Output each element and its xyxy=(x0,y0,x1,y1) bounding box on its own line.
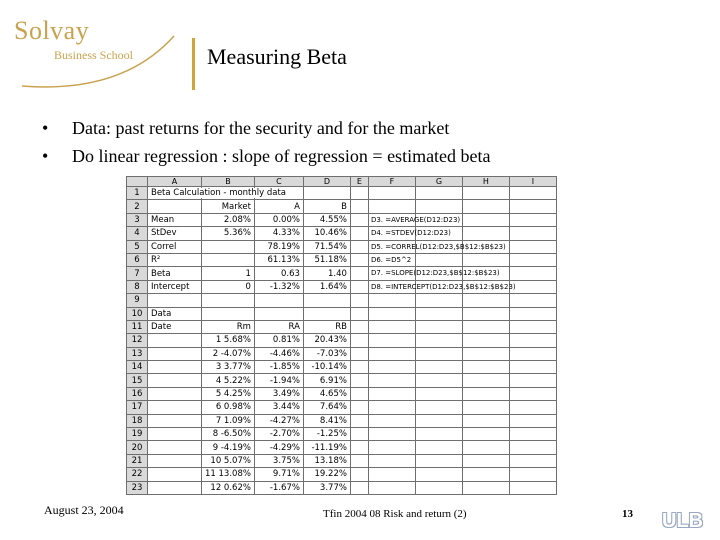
footer-course: Tfin 2004 08 Risk and return (2) xyxy=(323,508,467,520)
cell-d xyxy=(303,307,350,320)
spreadsheet xyxy=(126,176,557,495)
cell-h xyxy=(462,320,509,333)
cell-c: 3.75% xyxy=(254,454,303,467)
cell-g xyxy=(415,334,462,347)
cell-e xyxy=(350,307,368,320)
cell-c xyxy=(254,294,303,307)
sheet-row xyxy=(127,468,557,481)
cell-h xyxy=(462,454,509,467)
cell-a: Date xyxy=(148,320,202,333)
cell-e xyxy=(350,200,368,213)
cell-c: -1.94% xyxy=(254,374,303,387)
cell-g xyxy=(415,414,462,427)
cell-formula xyxy=(368,213,461,226)
bullet-marker: • xyxy=(42,118,49,138)
cell-formula xyxy=(368,280,516,293)
sheet-title-text: Beta Calculation - monthly data xyxy=(151,188,287,198)
sheet-body xyxy=(127,187,557,495)
cell-b: 2 -4.07% xyxy=(202,347,255,360)
cell-d: RB xyxy=(303,320,350,333)
row-number-cell: 12 xyxy=(127,334,148,347)
row-number-cell: 7 xyxy=(127,267,148,280)
row-number-cell: 11 xyxy=(127,320,148,333)
cell-b: 12 0.62% xyxy=(202,481,255,494)
column-header: E xyxy=(350,177,368,187)
row-number-cell: 10 xyxy=(127,307,148,320)
cell-b: 2.08% xyxy=(202,213,255,226)
row-number-cell: 23 xyxy=(127,481,148,494)
cell-d: 1.64% xyxy=(303,280,350,293)
ulb-logo: ULB xyxy=(662,510,704,532)
cell-h xyxy=(462,387,509,400)
cell-b: Rm xyxy=(202,320,255,333)
cell-d: 20.43% xyxy=(303,334,350,347)
cell-b: 4 5.22% xyxy=(202,374,255,387)
row-number-cell: 22 xyxy=(127,468,148,481)
cell-i xyxy=(509,347,556,360)
cell-g xyxy=(415,361,462,374)
formula-text: D8. =INTERCEPT(D12:D23,$B$12:$B$23) xyxy=(370,282,516,291)
cell-i xyxy=(509,414,556,427)
cell-a: StDev xyxy=(148,227,202,240)
cell-g xyxy=(415,253,462,266)
row-number-cell: 19 xyxy=(127,428,148,441)
cell-g xyxy=(415,428,462,441)
cell-b: Market xyxy=(202,200,255,213)
column-header: F xyxy=(368,177,415,187)
row-number-cell: 3 xyxy=(127,213,148,226)
sheet-row xyxy=(127,280,557,293)
cell-e xyxy=(350,414,368,427)
cell-i xyxy=(509,361,556,374)
cell-formula xyxy=(368,441,415,454)
cell-a xyxy=(148,187,287,200)
cell-a: Intercept xyxy=(148,280,202,293)
sheet-row xyxy=(127,200,557,213)
cell-c: A xyxy=(254,200,303,213)
cell-e xyxy=(350,468,368,481)
row-number-cell: 14 xyxy=(127,361,148,374)
bullet-item xyxy=(42,118,702,146)
page-number: 13 xyxy=(622,508,633,520)
cell-g xyxy=(415,468,462,481)
row-number-cell: 16 xyxy=(127,387,148,400)
cell-b: 5.36% xyxy=(202,227,255,240)
cell-a xyxy=(148,428,202,441)
cell-a xyxy=(148,294,202,307)
cell-e xyxy=(350,334,368,347)
cell-i xyxy=(509,441,556,454)
cell-d: 19.22% xyxy=(303,468,350,481)
cell-i xyxy=(509,280,556,293)
row-number-cell: 1 xyxy=(127,187,148,200)
cell-g xyxy=(415,347,462,360)
cell-formula xyxy=(368,468,415,481)
row-number-cell: 9 xyxy=(127,294,148,307)
cell-a xyxy=(148,334,202,347)
cell-a: R² xyxy=(148,253,202,266)
cell-b: 1 xyxy=(202,267,255,280)
cell-formula xyxy=(368,481,415,494)
sheet-row xyxy=(127,294,557,307)
cell-a xyxy=(148,361,202,374)
row-number-cell: 2 xyxy=(127,200,148,213)
cell-c: 0.63 xyxy=(254,267,303,280)
cell-h xyxy=(462,468,509,481)
bullet-list xyxy=(42,118,702,174)
cell-h xyxy=(462,428,509,441)
cell-i xyxy=(509,253,556,266)
column-header: G xyxy=(415,177,462,187)
bullet-item xyxy=(42,146,702,174)
cell-b xyxy=(202,307,255,320)
cell-b: 1 5.68% xyxy=(202,334,255,347)
cell-formula xyxy=(368,267,500,280)
cell-b: 6 0.98% xyxy=(202,401,255,414)
cell-a xyxy=(148,414,202,427)
cell-formula xyxy=(368,387,415,400)
row-number-cell: 5 xyxy=(127,240,148,253)
cell-h xyxy=(462,401,509,414)
cell-g xyxy=(415,401,462,414)
cell-formula xyxy=(368,454,415,467)
formula-text: D3. =AVERAGE(D12:D23) xyxy=(370,215,461,224)
cell-d: 71.54% xyxy=(303,240,350,253)
cell-i xyxy=(509,387,556,400)
cell-d xyxy=(303,187,350,200)
sheet-row xyxy=(127,414,557,427)
cell-formula xyxy=(368,334,415,347)
cell-c: -1.32% xyxy=(254,280,303,293)
bullet-text: Do linear regression : slope of regression = estimated beta xyxy=(72,146,491,166)
cell-g xyxy=(415,320,462,333)
column-header: B xyxy=(202,177,255,187)
cell-e xyxy=(350,441,368,454)
cell-b: 10 5.07% xyxy=(202,454,255,467)
cell-h xyxy=(462,200,509,213)
cell-c: -4.29% xyxy=(254,441,303,454)
cell-i xyxy=(509,428,556,441)
sheet-row xyxy=(127,307,557,320)
formula-text: D4. =STDEV(D12:D23) xyxy=(370,229,451,238)
column-header: I xyxy=(509,177,556,187)
cell-i xyxy=(509,294,556,307)
cell-a xyxy=(148,387,202,400)
cell-c: 0.81% xyxy=(254,334,303,347)
cell-g xyxy=(415,200,462,213)
cell-d: 1.40 xyxy=(303,267,350,280)
cell-i xyxy=(509,200,556,213)
cell-a xyxy=(148,481,202,494)
cell-d xyxy=(303,294,350,307)
title-divider xyxy=(192,38,195,90)
cell-formula xyxy=(368,294,415,307)
sheet-row xyxy=(127,347,557,360)
row-number-cell: 8 xyxy=(127,280,148,293)
cell-c: -4.27% xyxy=(254,414,303,427)
cell-g xyxy=(415,187,462,200)
row-number-cell: 15 xyxy=(127,374,148,387)
sheet-row xyxy=(127,374,557,387)
cell-d: 8.41% xyxy=(303,414,350,427)
sheet-row xyxy=(127,387,557,400)
sheet-row xyxy=(127,253,557,266)
sheet-row xyxy=(127,320,557,333)
sheet-row xyxy=(127,334,557,347)
column-header-row xyxy=(127,177,557,187)
row-number-cell: 18 xyxy=(127,414,148,427)
cell-b: 8 -6.50% xyxy=(202,428,255,441)
cell-i xyxy=(509,481,556,494)
cell-c: -1.67% xyxy=(254,481,303,494)
cell-b xyxy=(202,253,255,266)
cell-a xyxy=(148,441,202,454)
cell-i xyxy=(509,307,556,320)
cell-i xyxy=(509,334,556,347)
logo-name: Solvay xyxy=(14,16,90,45)
cell-g xyxy=(415,294,462,307)
cell-c: 9.71% xyxy=(254,468,303,481)
cell-a xyxy=(148,374,202,387)
cell-formula xyxy=(368,347,415,360)
sheet-row xyxy=(127,240,557,253)
cell-e xyxy=(350,428,368,441)
column-header: A xyxy=(148,177,202,187)
corner-cell xyxy=(127,177,148,187)
cell-e xyxy=(350,320,368,333)
cell-c xyxy=(254,307,303,320)
cell-e xyxy=(350,361,368,374)
cell-c: RA xyxy=(254,320,303,333)
formula-text: D7. =SLOPE(D12:D23,$B$12:$B$23) xyxy=(370,269,500,278)
cell-i xyxy=(509,320,556,333)
cell-formula xyxy=(368,428,415,441)
cell-e xyxy=(350,280,368,293)
cell-a xyxy=(148,468,202,481)
cell-h xyxy=(462,253,509,266)
cell-e xyxy=(350,481,368,494)
cell-h xyxy=(462,361,509,374)
sheet-row xyxy=(127,187,557,200)
sheet-row xyxy=(127,454,557,467)
cell-e xyxy=(350,401,368,414)
cell-d: B xyxy=(303,200,350,213)
row-number-cell: 21 xyxy=(127,454,148,467)
cell-i xyxy=(509,267,556,280)
cell-h xyxy=(462,334,509,347)
formula-text: D6. =D5^2 xyxy=(370,255,412,264)
cell-formula xyxy=(368,253,415,266)
cell-b: 0 xyxy=(202,280,255,293)
slide-title: Measuring Beta xyxy=(207,44,347,69)
cell-a: Beta xyxy=(148,267,202,280)
sheet-row xyxy=(127,227,557,240)
cell-d: 7.64% xyxy=(303,401,350,414)
solvay-logo xyxy=(12,16,172,86)
cell-h xyxy=(462,307,509,320)
logo-subtitle: Business School xyxy=(54,48,134,62)
cell-d: -1.25% xyxy=(303,428,350,441)
cell-formula xyxy=(368,374,415,387)
cell-i xyxy=(509,454,556,467)
bullet-text: Data: past returns for the security and for the market xyxy=(72,118,450,138)
cell-e xyxy=(350,187,368,200)
cell-e xyxy=(350,227,368,240)
row-number-cell: 20 xyxy=(127,441,148,454)
cell-a xyxy=(148,200,202,213)
cell-formula xyxy=(368,361,415,374)
cell-h xyxy=(462,213,509,226)
cell-h xyxy=(462,347,509,360)
cell-h xyxy=(462,414,509,427)
cell-e xyxy=(350,294,368,307)
cell-a: Mean xyxy=(148,213,202,226)
cell-i xyxy=(509,240,556,253)
cell-formula xyxy=(368,414,415,427)
cell-a xyxy=(148,454,202,467)
cell-g xyxy=(415,454,462,467)
cell-h xyxy=(462,374,509,387)
sheet-row xyxy=(127,213,557,226)
cell-formula xyxy=(368,307,415,320)
cell-e xyxy=(350,240,368,253)
cell-a xyxy=(148,401,202,414)
sheet-row xyxy=(127,267,557,280)
cell-d: 13.18% xyxy=(303,454,350,467)
cell-b: 11 13.08% xyxy=(202,468,255,481)
cell-formula xyxy=(368,200,415,213)
sheet-row xyxy=(127,401,557,414)
cell-b: 7 1.09% xyxy=(202,414,255,427)
cell-c: 61.13% xyxy=(254,253,303,266)
cell-d: -10.14% xyxy=(303,361,350,374)
cell-c: -1.85% xyxy=(254,361,303,374)
bullet-marker: • xyxy=(42,146,49,166)
cell-e xyxy=(350,387,368,400)
cell-i xyxy=(509,374,556,387)
row-number-cell: 6 xyxy=(127,253,148,266)
cell-e xyxy=(350,454,368,467)
row-number-cell: 13 xyxy=(127,347,148,360)
cell-d: -11.19% xyxy=(303,441,350,454)
cell-i xyxy=(509,213,556,226)
cell-d: -7.03% xyxy=(303,347,350,360)
cell-i xyxy=(509,401,556,414)
cell-c: 3.44% xyxy=(254,401,303,414)
cell-h xyxy=(462,441,509,454)
cell-h xyxy=(462,481,509,494)
cell-h xyxy=(462,227,509,240)
cell-e xyxy=(350,374,368,387)
cell-d: 6.91% xyxy=(303,374,350,387)
cell-g xyxy=(415,387,462,400)
footer-date: August 23, 2004 xyxy=(44,503,124,517)
cell-i xyxy=(509,227,556,240)
cell-g xyxy=(415,441,462,454)
cell-d: 51.18% xyxy=(303,253,350,266)
cell-i xyxy=(509,187,556,200)
cell-e xyxy=(350,253,368,266)
cell-formula xyxy=(368,227,451,240)
row-number-cell: 4 xyxy=(127,227,148,240)
sheet-row xyxy=(127,361,557,374)
cell-formula xyxy=(368,320,415,333)
cell-b: 5 4.25% xyxy=(202,387,255,400)
cell-g xyxy=(415,307,462,320)
cell-a: Data xyxy=(148,307,202,320)
cell-a xyxy=(148,347,202,360)
cell-a: Correl xyxy=(148,240,202,253)
cell-g xyxy=(415,481,462,494)
cell-formula xyxy=(368,240,506,253)
cell-d: 10.46% xyxy=(303,227,350,240)
sheet-row xyxy=(127,481,557,494)
cell-d: 3.77% xyxy=(303,481,350,494)
cell-b: 9 -4.19% xyxy=(202,441,255,454)
row-number-cell: 17 xyxy=(127,401,148,414)
cell-i xyxy=(509,468,556,481)
cell-b xyxy=(202,240,255,253)
cell-h xyxy=(462,187,509,200)
cell-b xyxy=(202,294,255,307)
cell-e xyxy=(350,267,368,280)
cell-d: 4.55% xyxy=(303,213,350,226)
sheet-row xyxy=(127,441,557,454)
formula-text: D5. =CORREL(D12:D23,$B$12:$B$23) xyxy=(370,242,506,251)
cell-h xyxy=(462,294,509,307)
cell-c: 3.49% xyxy=(254,387,303,400)
cell-c: 78.19% xyxy=(254,240,303,253)
cell-formula xyxy=(368,401,415,414)
column-header: H xyxy=(462,177,509,187)
cell-e xyxy=(350,347,368,360)
cell-formula xyxy=(368,187,415,200)
column-header: D xyxy=(303,177,350,187)
cell-c: -4.46% xyxy=(254,347,303,360)
cell-c: -2.70% xyxy=(254,428,303,441)
cell-b: 3 3.77% xyxy=(202,361,255,374)
cell-g xyxy=(415,374,462,387)
cell-c: 4.33% xyxy=(254,227,303,240)
cell-c: 0.00% xyxy=(254,213,303,226)
cell-e xyxy=(350,213,368,226)
sheet-row xyxy=(127,428,557,441)
column-header: C xyxy=(254,177,303,187)
cell-d: 4.65% xyxy=(303,387,350,400)
